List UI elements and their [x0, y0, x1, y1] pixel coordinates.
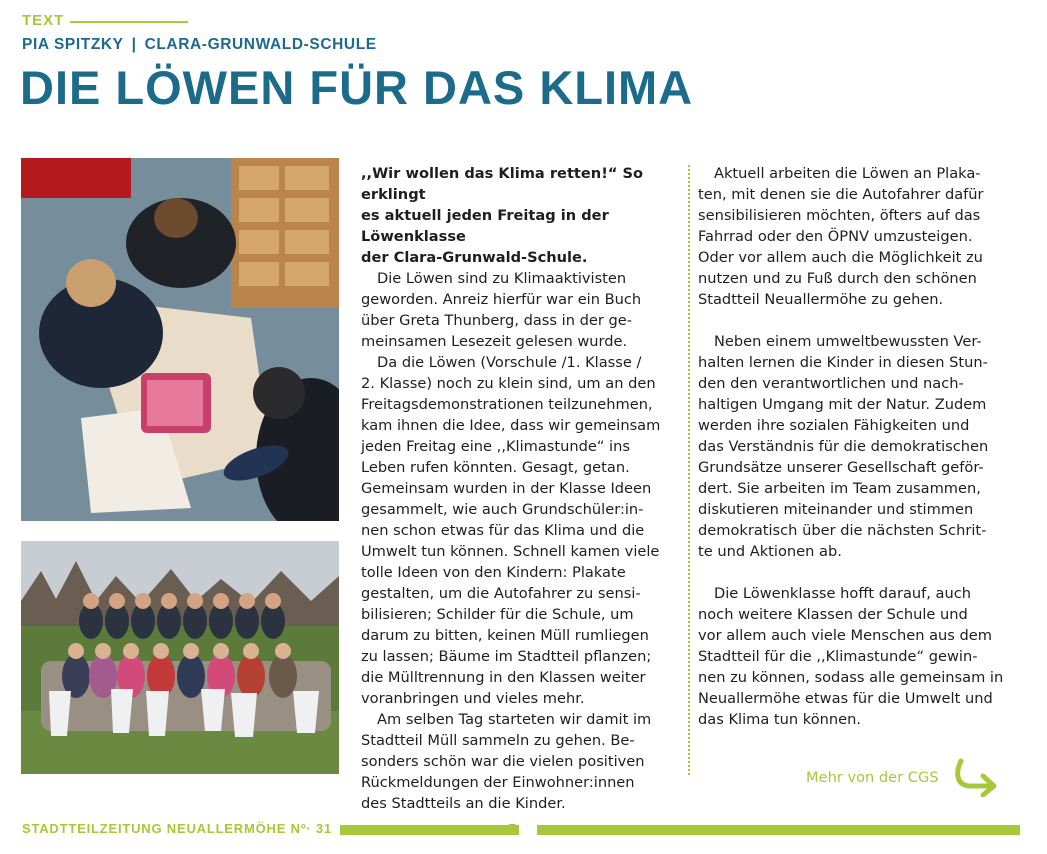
text-line: des Stadtteils an die Kinder. — [361, 795, 566, 812]
text-line: die Mülltrennung in den Klassen weiter — [361, 669, 646, 686]
page-number: 5 — [508, 821, 517, 838]
publication-name: STADTTEILZEITUNG NEUALLERMÖHE Nº· 31 — [22, 821, 332, 836]
text-line: werden ihre sozialen Fähigkeiten und — [698, 417, 970, 434]
page-footer — [22, 820, 1020, 840]
text-line: Stadtteil Neuallermöhe zu gehen. — [698, 291, 944, 308]
text-line: Fahrrad oder den ÖPNV umzusteigen. — [698, 228, 973, 245]
text-line: sonders schön war die vielen positiven — [361, 753, 645, 770]
paragraph-gap — [698, 562, 1020, 583]
text-line: sensibilisieren möchten, öfters auf das — [698, 207, 981, 224]
footer-bar-right — [537, 825, 1020, 835]
article-title: DIE LÖWEN FÜR DAS KLIMA — [20, 61, 694, 114]
text-line: Freitagsdemonstrationen teilzunehmen, — [361, 396, 653, 413]
byline-separator: | — [131, 36, 137, 53]
text-line: den den verantwortlichen und nach- — [698, 375, 964, 392]
author-name: PIA SPITZKY — [22, 36, 124, 53]
text-line: Stadtteil für die ,,Klimastunde“ gewin- — [698, 648, 978, 665]
text-line: te und Aktionen ab. — [698, 543, 842, 560]
text-line: ten, mit denen sie die Autofahrer dafür — [698, 186, 984, 203]
text-line: Da die Löwen (Vorschule /1. Klasse / — [377, 354, 642, 371]
article-column-2 — [698, 163, 1020, 730]
text-line: über Greta Thunberg, dass in der ge- — [361, 312, 632, 329]
text-line: kam ihnen die Idee, dass wir gemeinsam — [361, 417, 661, 434]
text-line: Neben einem umweltbewussten Ver- — [714, 333, 982, 350]
text-line: diskutieren miteinander und stimmen — [698, 501, 974, 518]
text-line: Leben rufen könnten. Gesagt, getan. — [361, 459, 630, 476]
text-line: tolle Ideen von den Kindern: Plakate — [361, 564, 626, 581]
text-line: noch weitere Klassen der Schule und — [698, 606, 968, 623]
text-line: dert. Sie arbeiten im Team zusammen, — [698, 480, 981, 497]
lead-line: es aktuell jeden Freitag in der Löwenklasse — [361, 207, 609, 245]
column-divider — [688, 165, 690, 775]
kicker-rule — [70, 21, 188, 23]
text-line: Aktuell arbeiten die Löwen an Plaka- — [714, 165, 981, 182]
photo-class-group-litter-collection — [21, 541, 339, 774]
text-line: das Verständnis für die demokratischen — [698, 438, 989, 455]
text-line: nen schon etwas für das Klima und die — [361, 522, 645, 539]
text-line: voranbringen und vieles mehr. — [361, 690, 585, 707]
text-line: vor allem auch viele Menschen aus dem — [698, 627, 992, 644]
text-line: Grundsätze unserer Gesellschaft geför- — [698, 459, 984, 476]
text-line: geworden. Anreiz hierfür war ein Buch — [361, 291, 642, 308]
text-line: 2. Klasse) noch zu klein sind, um an den — [361, 375, 656, 392]
section-kicker: TEXT — [22, 12, 65, 29]
text-line: Gemeinsam wurden in der Klasse Ideen — [361, 480, 652, 497]
text-line: Neuallermöhe etwas für die Umwelt und — [698, 690, 993, 707]
text-line: Die Löwenklasse hofft darauf, auch — [714, 585, 972, 602]
text-line: gestalten, um die Autofahrer zu sensi- — [361, 585, 641, 602]
text-line: zu lassen; Bäume im Stadtteil pflanzen; — [361, 648, 652, 665]
text-line: bilisieren; Schilder für die Schule, um — [361, 606, 634, 623]
text-line: nen zu können, sodass alle gemeinsam in — [698, 669, 1004, 686]
text-line: Die Löwen sind zu Klimaaktivisten — [377, 270, 627, 287]
footer-bar-left — [340, 825, 519, 835]
curved-arrow-right-icon[interactable] — [953, 757, 1001, 797]
photo-children-drawing-posters — [21, 158, 339, 521]
more-link[interactable] — [806, 757, 1001, 797]
text-line: Rückmeldungen der Einwohner:innen — [361, 774, 635, 791]
article-column-1 — [361, 163, 679, 814]
text-line: halten lernen die Kinder in diesen Stun- — [698, 354, 988, 371]
school-name: CLARA-GRUNWALD-SCHULE — [144, 36, 377, 53]
more-link-label[interactable]: Mehr von der CGS — [806, 768, 939, 786]
paragraph-gap — [698, 310, 1020, 331]
text-line: gesammelt, wie auch Grundschüler:in- — [361, 501, 644, 518]
text-line: nutzen und zu Fuß durch den schönen — [698, 270, 977, 287]
lead-line: ,,Wir wollen das Klima retten!“ So erklingt — [361, 165, 644, 203]
byline — [22, 36, 377, 54]
lead-line: der Clara-Grunwald-Schule. — [361, 249, 588, 266]
text-line: darum zu bitten, keinen Müll rumliegen — [361, 627, 649, 644]
text-line: das Klima tun können. — [698, 711, 862, 728]
text-line: Umwelt tun können. Schnell kamen viele — [361, 543, 660, 560]
text-line: Am selben Tag starteten wir damit im — [377, 711, 652, 728]
text-line: Stadtteil Müll sammeln zu gehen. Be- — [361, 732, 635, 749]
text-line: meinsamen Lesezeit gelesen wurde. — [361, 333, 628, 350]
text-line: Oder vor allem auch die Möglichkeit zu — [698, 249, 983, 266]
text-line: demokratisch über die nächsten Schrit- — [698, 522, 987, 539]
text-line: haltigen Umgang mit der Natur. Zudem — [698, 396, 987, 413]
text-line: jeden Freitag eine ,,Klimastunde“ ins — [361, 438, 630, 455]
section-label — [22, 12, 188, 29]
